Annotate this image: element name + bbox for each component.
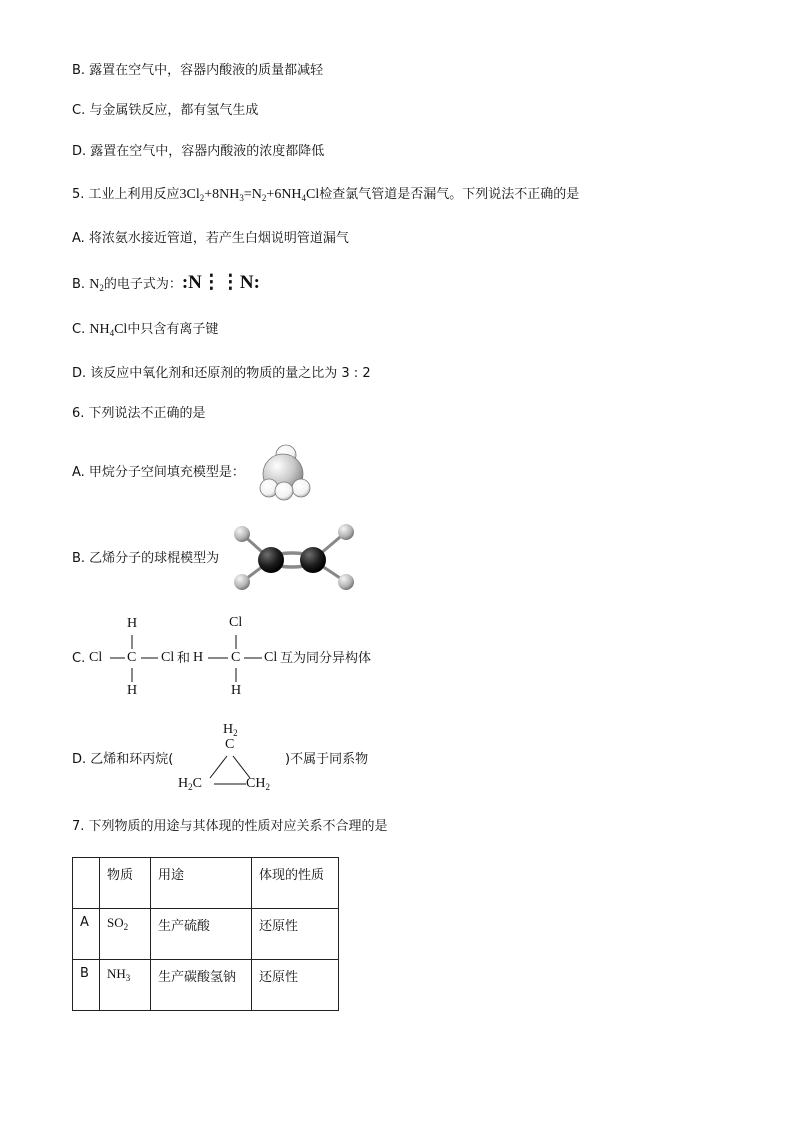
hydrogen-atom xyxy=(292,479,310,497)
q5-stem-suffix: 检查氯气管道是否漏气。下列说法不正确的是 xyxy=(319,187,580,202)
atom-sub: 2 xyxy=(265,782,270,792)
carbon-atom xyxy=(258,547,284,573)
table-row xyxy=(73,960,339,1011)
eq-part: +8NH xyxy=(204,187,240,202)
table-row xyxy=(73,909,339,960)
atom-label: H xyxy=(178,776,189,791)
eq-sub: 2 xyxy=(261,193,267,203)
option-text: 的电子式为： xyxy=(103,277,182,292)
table-header-row xyxy=(73,858,339,909)
atom-label: C xyxy=(231,650,241,665)
option-label: C. xyxy=(72,322,90,337)
atom-label: H xyxy=(127,683,138,698)
hydrogen-atom xyxy=(234,526,250,542)
atom-label: Cl xyxy=(229,615,243,630)
bond-lines xyxy=(100,630,170,690)
q4-option-d: D. 露置在空气中，容器内酸液的浓度都降低 xyxy=(72,144,325,159)
carbon-atom xyxy=(300,547,326,573)
q5-stem xyxy=(72,186,579,204)
atom-label: H xyxy=(231,683,242,698)
eq-part: +6NH xyxy=(266,187,302,202)
q6-option-c-suffix: 互为同分异构体 xyxy=(280,651,372,666)
atom-sub: 2 xyxy=(233,728,238,738)
q5-option-d: D. 该反应中氧化剂和还原剂的物质的量之比为 3 : 2 xyxy=(72,366,371,381)
table-header-cell xyxy=(73,858,100,909)
q5-option-c xyxy=(72,321,218,339)
formula-part: Cl xyxy=(114,322,128,337)
atom-label: C xyxy=(127,650,137,665)
q6-option-a: A. 甲烷分子空间填充模型是： xyxy=(72,465,245,480)
q5-option-a: A. 将浓氨水接近管道，若产生白烟说明管道漏气 xyxy=(72,231,349,246)
substance-cell xyxy=(100,960,151,1011)
bond-lines xyxy=(200,630,270,690)
ring-left-ch2 xyxy=(178,776,202,792)
nh4cl-formula xyxy=(89,322,127,337)
q5-stem-prefix: 5. 工业上利用反应 xyxy=(72,187,180,202)
hydrogen-atom xyxy=(338,574,354,590)
formula-sub: 2 xyxy=(99,283,104,293)
formula-part: SO xyxy=(107,915,124,930)
atom-label: Cl xyxy=(161,650,175,665)
atom-label: H xyxy=(127,616,138,631)
table-header-cell: 体现的性质 xyxy=(252,858,339,909)
q6-option-d-prefix: D. 乙烯和环丙烷( xyxy=(72,752,174,767)
atom-label: CH xyxy=(246,776,266,791)
atom-label: Cl xyxy=(264,650,278,665)
eq-sub: 3 xyxy=(239,193,244,203)
q7-stem: 7. 下列物质的用途与其体现的性质对应关系不合理的是 xyxy=(72,819,388,834)
table-header-cell: 用途 xyxy=(151,858,252,909)
hydrogen-atom xyxy=(275,482,293,500)
q6-option-c-prefix: C. xyxy=(72,651,86,666)
option-text: 中只含有离子键 xyxy=(127,322,219,337)
eq-sub: 2 xyxy=(199,193,205,203)
property-cell: 还原性 xyxy=(252,960,339,1011)
hydrogen-atom xyxy=(234,574,250,590)
eq-part: Cl xyxy=(306,187,320,202)
methane-space-filling-model xyxy=(252,444,314,502)
atom-label: H xyxy=(223,722,234,737)
formula-part: N xyxy=(89,277,100,292)
row-label: B xyxy=(73,960,100,1011)
option-label: B. xyxy=(72,277,90,292)
use-cell: 生产硫酸 xyxy=(151,909,252,960)
q6-option-b: B. 乙烯分子的球棍模型为 xyxy=(72,551,220,566)
use-cell: 生产碳酸氢钠 xyxy=(151,960,252,1011)
formula-part: NH xyxy=(89,322,110,337)
property-cell: 还原性 xyxy=(252,909,339,960)
formula-sub: 4 xyxy=(109,328,115,338)
row-label: A xyxy=(73,909,100,960)
atom-label: Cl xyxy=(89,650,103,665)
q4-option-b: B. 露置在空气中，容器内酸液的质量都减轻 xyxy=(72,63,324,78)
q6-stem: 6. 下列说法不正确的是 xyxy=(72,406,206,421)
atom-label: H xyxy=(193,650,204,665)
atom-label: C xyxy=(192,776,202,791)
substance-cell xyxy=(100,909,151,960)
q5-option-b xyxy=(72,274,260,294)
ring-bonds xyxy=(200,752,260,792)
formula-sub: 3 xyxy=(125,973,131,983)
ring-top-h xyxy=(223,722,238,738)
q6-option-d-suffix: )不属于同系物 xyxy=(285,752,369,767)
q5-equation xyxy=(180,187,320,202)
ethylene-ball-and-stick-model xyxy=(226,520,360,592)
eq-part: =N xyxy=(243,187,262,202)
atom-label: C xyxy=(225,737,235,752)
eq-part: 3Cl xyxy=(179,187,200,202)
eq-sub: 4 xyxy=(301,193,307,203)
n2-electron-formula: :N⋮⋮N: xyxy=(181,272,260,293)
atom-sub: 2 xyxy=(188,782,193,792)
formula-part: NH xyxy=(107,966,126,981)
q4-option-c: C. 与金属铁反应，都有氢气生成 xyxy=(72,103,259,118)
formula-sub: 2 xyxy=(123,922,129,932)
n2-formula xyxy=(89,277,104,292)
q6-option-c-mid: 和 xyxy=(177,651,191,666)
hydrogen-atom xyxy=(338,524,354,540)
properties-table xyxy=(72,857,339,1011)
table-header-cell: 物质 xyxy=(100,858,151,909)
